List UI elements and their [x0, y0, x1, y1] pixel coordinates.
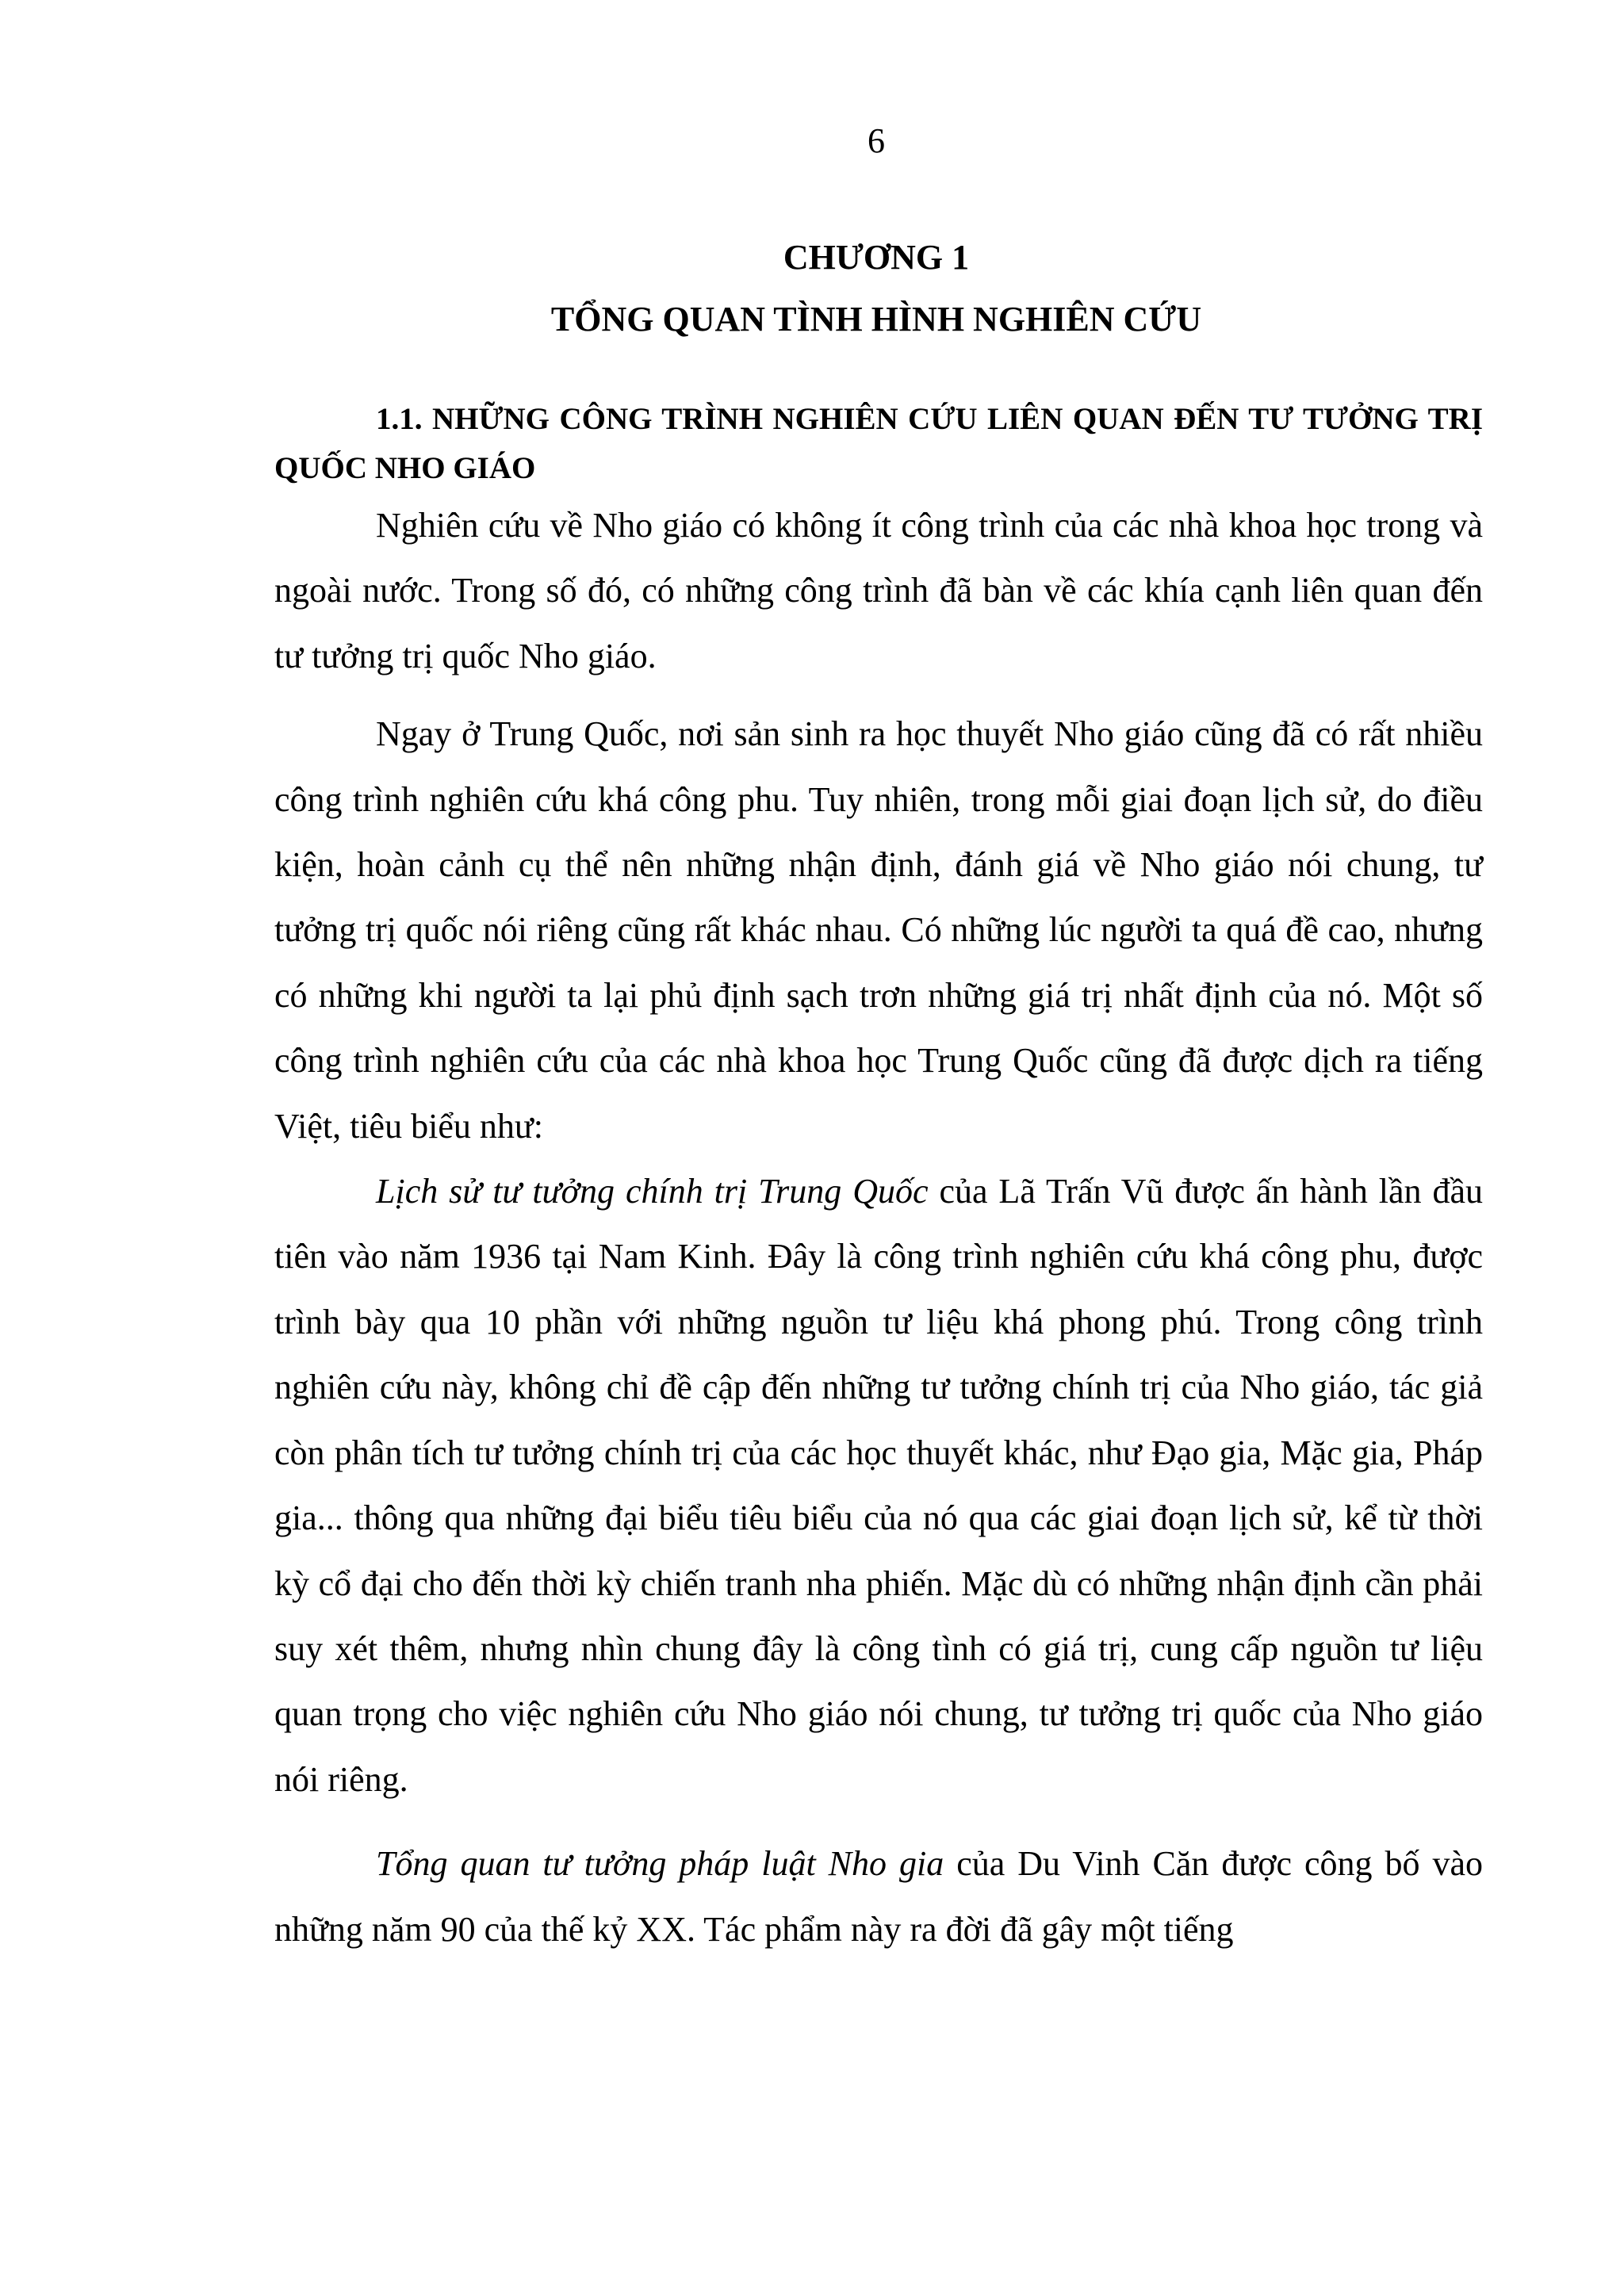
paragraph-political-thought-history: [274, 1159, 1483, 1812]
section-heading: 1.1. NHỮNG CÔNG TRÌNH NGHIÊN CỨU LIÊN QUAN ĐẾN TƯ TƯỞNG TRỊ QUỐC NHO GIÁO: [274, 402, 1483, 485]
paragraph-intro: Nghiên cứu về Nho giáo có không ít công trình của các nhà khoa học trong và ngoài nước. Trong số đó, có những công trình đã bàn về các khía cạnh liên quan đến tư tưởng trị quốc Nho giáo.: [274, 506, 1483, 675]
paragraph-political-thought-text: của Lã Trấn Vũ được ấn hành lần đầu tiên vào năm 1936 tại Nam Kinh. Đây là công trình nghiên cứu khá công phu, được trình bày qua 10 phần với những nguồn tư liệu khá phong phú. Trong công trình nghiên cứu này, không chỉ đề cập đến những tư tưởng chính trị của Nho giáo, tác giả còn phân tích tư tưởng chính trị của các học thuyết khác, như Đạo gia, Mặc gia, Pháp gia... thông qua những đại biểu tiêu biểu của nó qua các giai đoạn lịch sử, kể từ thời kỳ cổ đại cho đến thời kỳ chiến tranh nha phiến. Mặc dù có những nhận định cần phải suy xét thêm, nhưng nhìn chung đây là công tình có giá trị, cung cấp nguồn tư liệu quan trọng cho việc nghiên cứu Nho giáo nói chung, tư tưởng trị quốc của Nho giáo nói riêng.: [274, 1172, 1483, 1799]
paragraph-legal-thought-text: của Du Vinh Căn được công bố vào những năm 90 của thế kỷ XX. Tác phẩm này ra đời đã gây một tiếng: [274, 1844, 1483, 1949]
page-number: 6: [868, 121, 885, 160]
paragraph-china-research: Ngay ở Trung Quốc, nơi sản sinh ra học thuyết Nho giáo cũng đã có rất nhiều công trình nghiên cứu khá công phu. Tuy nhiên, trong mỗi giai đoạn lịch sử, do điều kiện, hoàn cảnh cụ thể nên những nhận định, đánh giá về Nho giáo nói chung, tư tưởng trị quốc nói riêng cũng rất khác nhau. Có những lúc người ta quá đề cao, nhưng có những khi người ta lại phủ định sạch trơn những giá trị nhất định của nó. Một số công trình nghiên cứu của các nhà khoa học Trung Quốc cũng đã được dịch ra tiếng Việt, tiêu biểu như:: [274, 714, 1483, 1146]
chapter-label: CHƯƠNG 1: [783, 238, 970, 277]
book-title-legal-thought: Tổng quan tư tưởng pháp luật Nho gia: [376, 1844, 944, 1884]
book-title-political-thought: Lịch sử tư tưởng chính trị Trung Quốc: [376, 1172, 929, 1211]
page-body: [274, 395, 1483, 1962]
paragraph-legal-thought: [274, 1831, 1483, 1962]
chapter-title: TỔNG QUAN TÌNH HÌNH NGHIÊN CỨU: [550, 300, 1202, 339]
